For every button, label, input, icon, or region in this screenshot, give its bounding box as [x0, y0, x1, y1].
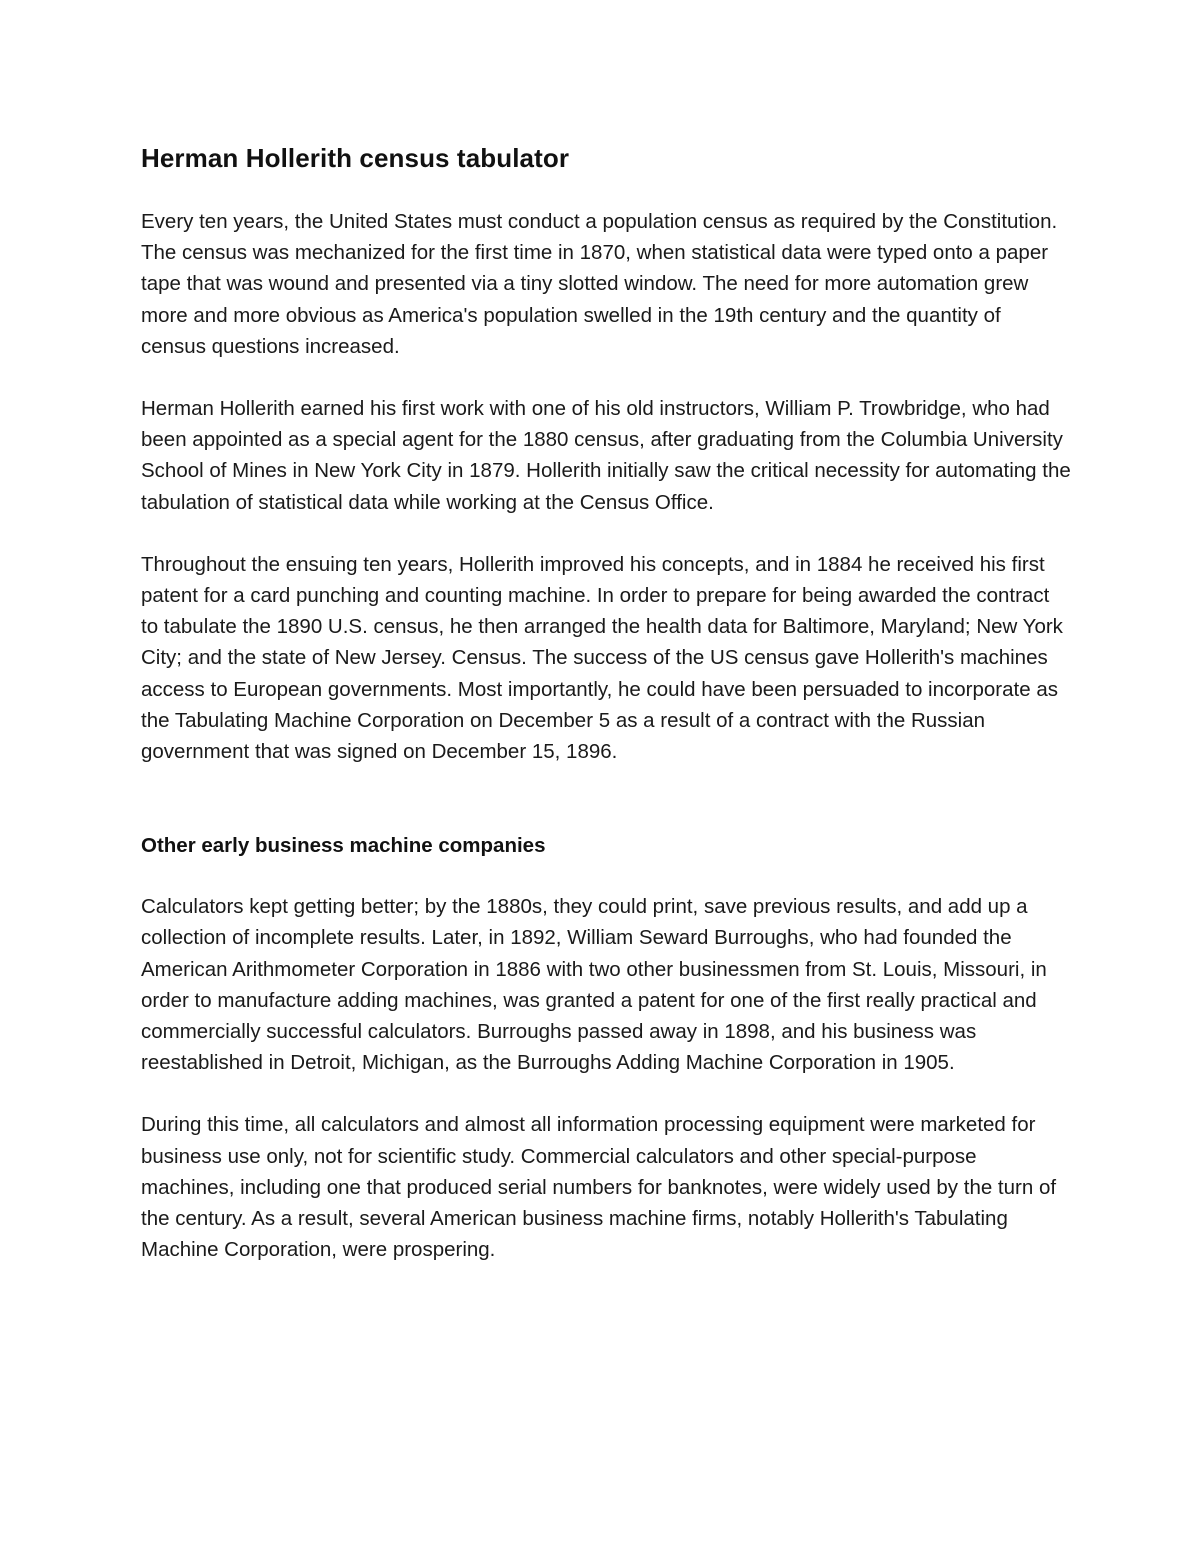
- section-heading-hollerith: Herman Hollerith census tabulator: [141, 143, 570, 173]
- paragraph-hollerith-patent: Throughout the ensuing ten years, Hollerith improved his concepts, and in 1884 he received his first patent for a card punching and counting machine. In order to prepare for being awarded the contract to tabulate the 1890 U.S. census, he then arranged the health data for Baltimore, Maryland; New York City; and the state of New Jersey. Census. The success of the US census gave Hollerith's machines access to European governments. Most importantly, he could have been persuaded to incorporate as the Tabulating Machine Corporation on December 5 as a result of a contract with the Russian government that was signed on December 15, 1896.: [141, 552, 1063, 764]
- paragraph-hollerith-career: Herman Hollerith earned his first work with one of his old instructors, William P. Trowbridge, who had been appointed as a special agent for the 1880 census, after graduating from the Columbia University School of Mines in New York City in 1879. Hollerith initially saw the critical necessity for automating the tabulation of statistical data while working at the Census Office.: [141, 397, 1071, 514]
- section-heading-business-machines: Other early business machine companies: [141, 834, 546, 858]
- paragraph-business-use: During this time, all calculators and almost all information processing equipment were marketed for business use only, not for scientific study. Commercial calculators and other special-purpose machines, including one that produced serial numbers for banknotes, were widely used by the turn of the century. As a result, several American business machine firms, notably Hollerith's Tabulating Machine Corporation, were prospering.: [141, 1113, 1057, 1262]
- document-body: [141, 138, 1071, 1296]
- paragraph-census-mechanization: Every ten years, the United States must conduct a population census as required by the Constitution. The census was mechanized for the first time in 1870, when statistical data were typed onto a paper tape that was wound and presented via a tiny slotted window. The need for more automation grew more and more obvious as America's population swelled in the 19th century and the quantity of census questions increased.: [141, 210, 1058, 358]
- paragraph-burroughs: Calculators kept getting better; by the 1880s, they could print, save previous results, and add up a collection of incomplete results. Later, in 1892, William Seward Burroughs, who had founded the American Arithmometer Corporation in 1886 with two other businessmen from St. Louis, Missouri, in order to manufacture adding machines, was granted a patent for one of the first really practical and commercially successful calculators. Burroughs passed away in 1898, and his business was reestablished in Detroit, Michigan, as the Burroughs Adding Machine Corporation in 1905.: [141, 895, 1047, 1075]
